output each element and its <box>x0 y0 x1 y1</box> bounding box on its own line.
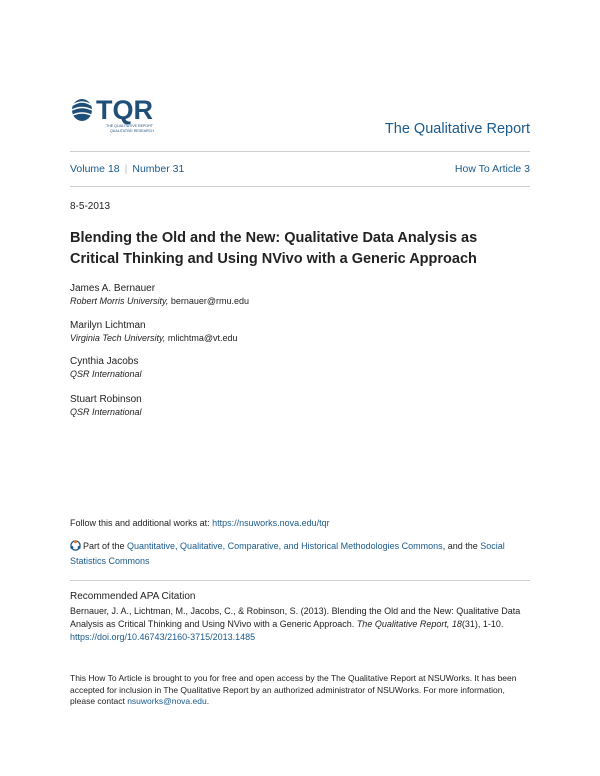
author-name: James A. Bernauer <box>70 283 156 294</box>
logo-tagline-1: THE QUALITATIVE REPORT <box>106 124 153 128</box>
citation-divider <box>70 580 530 581</box>
citation-body: Bernauer, J. A., Lichtman, M., Jacobs, C., & Robinson, S. (2013). Blending the Old and the New: Qualitative Data Analysis as Critical Thinking and Using NVivo with a Generic Approach. <box>70 606 521 629</box>
tqr-logo-graphic <box>70 93 190 135</box>
citation-text <box>70 605 530 644</box>
author-block <box>70 282 249 308</box>
author-email: mlichtma@vt.edu <box>167 333 238 343</box>
follow-url-link[interactable]: https://nsuworks.nova.edu/tqr <box>212 518 330 528</box>
author-affiliation: Virginia Tech University, mlichtma@vt.edu <box>70 333 238 343</box>
publication-date: 8-5-2013 <box>70 201 111 212</box>
citation-heading: Recommended APA Citation <box>70 591 196 602</box>
affiliation-text: Virginia Tech University <box>70 333 163 343</box>
access-notice <box>70 673 530 708</box>
logo-tagline-2: QUALITATIVE RESEARCH <box>110 129 154 133</box>
author-block <box>70 319 238 345</box>
author-affiliation: QSR International <box>70 369 142 379</box>
author-affiliation: QSR International <box>70 407 142 417</box>
part-of-line <box>70 539 530 569</box>
affiliation-text: Robert Morris University <box>70 296 166 306</box>
part-of-middle: , and the <box>442 541 481 551</box>
doi-link[interactable]: https://doi.org/10.46743/2160-3715/2013.1485 <box>70 632 256 642</box>
network-icon <box>70 540 81 551</box>
author-name: Marilyn Lichtman <box>70 320 146 331</box>
author-block <box>70 355 142 381</box>
journal-title[interactable]: The Qualitative Report <box>384 121 530 137</box>
follow-text: Follow this and additional works at: <box>70 518 213 528</box>
methodologies-commons-link[interactable]: Quantitative, Qualitative, Comparative, and Historical Methodologies Commons <box>127 541 443 551</box>
contact-email-link[interactable]: nsuworks@nova.edu <box>127 696 207 706</box>
notice-text: This How To Article is brought to you for free and open access by the The Qualitative Report at NSUWorks. It has been accepted for inclusion in The Qualitative Report by an authorized administrator of NSUWorks. For more information, please contact <box>70 673 517 706</box>
volume-info <box>70 163 184 175</box>
number-link[interactable]: Number 31 <box>132 163 185 175</box>
header-divider <box>70 151 530 152</box>
author-name: Stuart Robinson <box>70 394 142 405</box>
article-type-link[interactable]: How To Article 3 <box>454 163 530 175</box>
article-title: Blending the Old and the New: Qualitative Data Analysis as Critical Thinking and Using NVivo with a Generic Approach <box>70 230 478 267</box>
part-of-prefix: Part of the <box>83 541 128 551</box>
follow-line <box>70 518 330 528</box>
author-name: Cynthia Jacobs <box>70 356 139 367</box>
author-block <box>70 393 142 419</box>
issue-divider <box>70 186 530 187</box>
logo-text: TQR <box>96 95 153 125</box>
social-statistics-commons-link[interactable]: Social Statistics Commons <box>70 541 505 566</box>
citation-journal: The Qualitative Report, 18 <box>356 619 462 629</box>
separator: | <box>124 163 128 175</box>
notice-end: . <box>206 696 210 706</box>
volume-link[interactable]: Volume 18 <box>70 163 120 175</box>
tqr-logo <box>70 93 190 135</box>
citation-issue: (31), 1-10. <box>461 619 504 629</box>
author-affiliation: Robert Morris University, bernauer@rmu.edu <box>70 296 250 306</box>
author-email: bernauer@rmu.edu <box>170 296 250 306</box>
